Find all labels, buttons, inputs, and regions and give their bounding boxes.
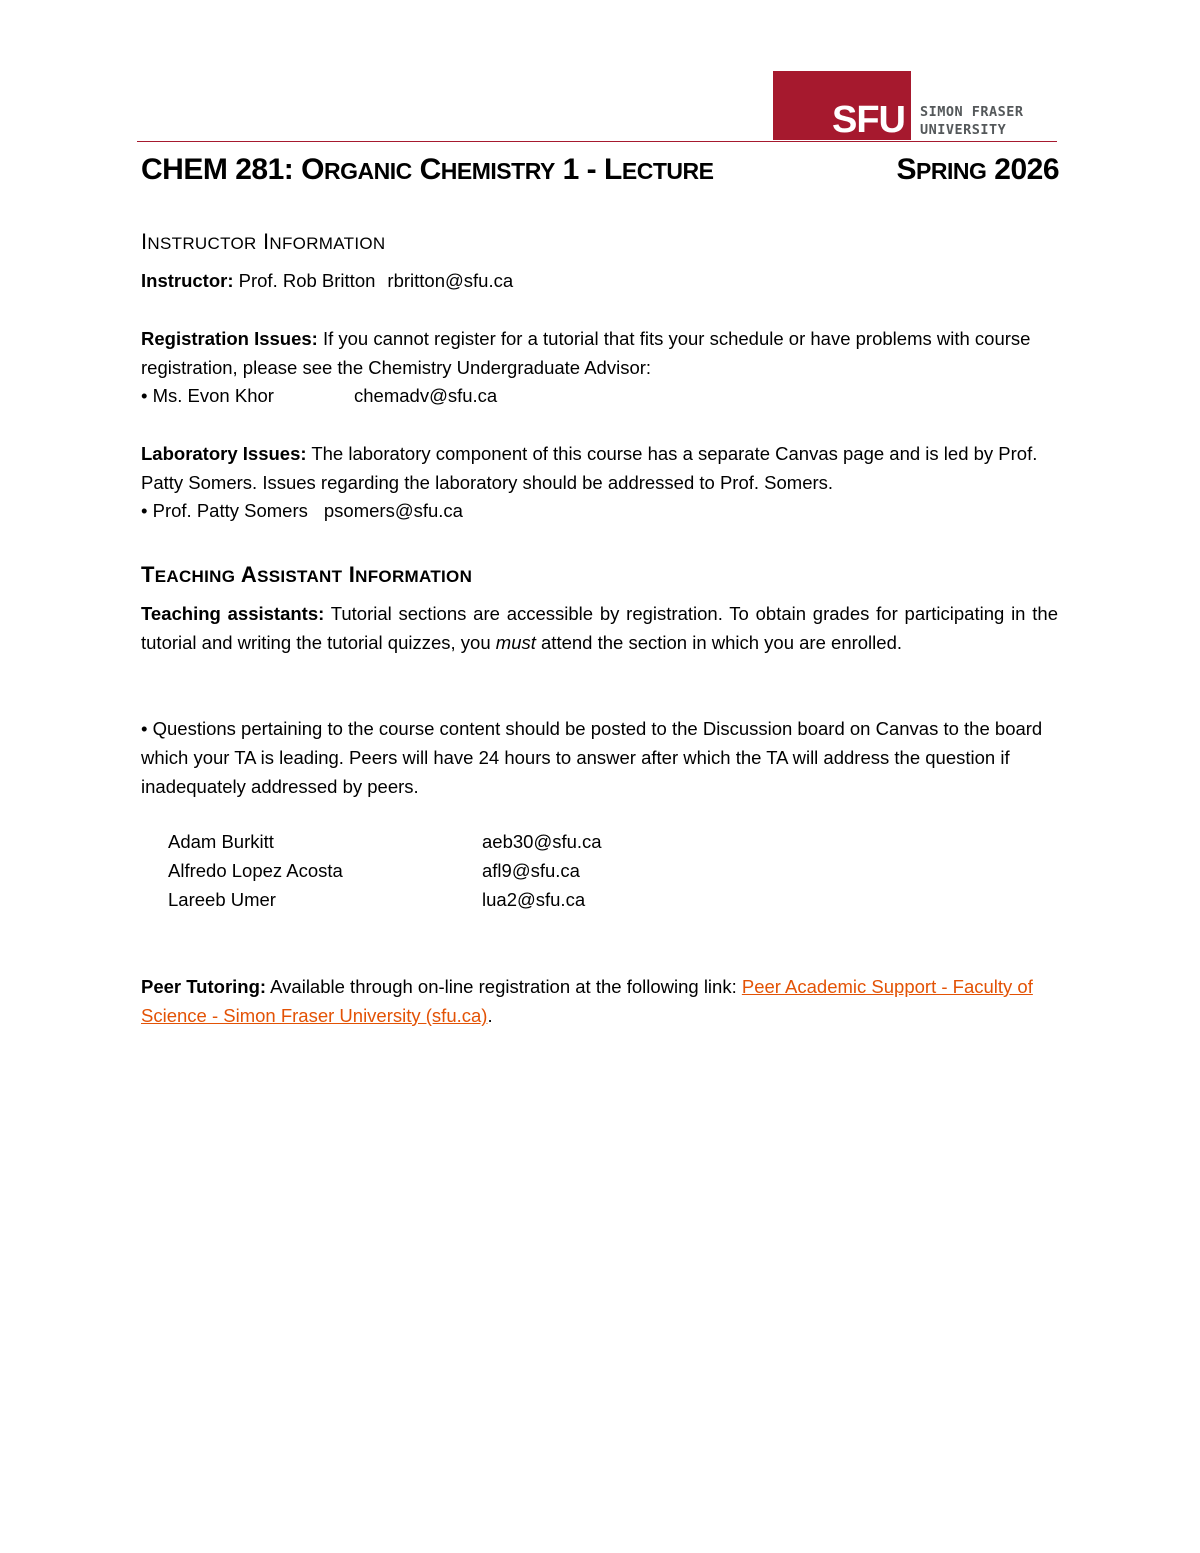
ta-name: Lareeb Umer xyxy=(168,889,276,910)
advisor-name: • Ms. Evon Khor xyxy=(141,385,274,406)
ta-text-before: Tutorial sections are accessible by registration. To obtain grades for participating in the tutorial and writing the tutorial quizzes, you xyxy=(141,603,1058,653)
course-title-row xyxy=(141,150,1059,190)
instructor-label: Instructor: xyxy=(141,270,234,291)
logo-mark: SFU xyxy=(832,99,905,141)
ta-section-heading: TEACHING ASSISTANT INFORMATION xyxy=(141,562,473,587)
ta-text-after: attend the section in which you are enrolled. xyxy=(541,632,902,653)
registration-text: If you cannot register for a tutorial that fits your schedule or have problems with course registration, please see the Chemistry Undergraduate Advisor: xyxy=(141,328,1031,378)
lab-contact-line xyxy=(141,497,463,525)
lab-contact-email: psomers@sfu.ca xyxy=(323,500,463,521)
logo-university-name xyxy=(920,103,1024,139)
instructor-line xyxy=(141,267,513,295)
laboratory-text: The laboratory component of this course has a separate Canvas page and is led by Prof. Patty Somers. Issues regarding the laboratory should be addressed to Prof. Somers. xyxy=(141,443,1038,493)
course-term: SPRING 2026 xyxy=(896,153,1059,186)
ta-name: Adam Burkitt xyxy=(168,831,274,852)
ta-text-emphasis: must xyxy=(495,632,536,653)
ta-email: aeb30@sfu.ca xyxy=(482,831,602,852)
advisor-email-cell xyxy=(354,382,497,410)
instructor-section-heading: INSTRUCTOR INFORMATION xyxy=(141,229,386,254)
logo-name-line2: UNIVERSITY xyxy=(920,122,1007,138)
peer-academic-support-link[interactable]: Peer Academic Support - Faculty of Science - Simon Fraser University (sfu.ca) xyxy=(141,976,1033,1026)
header-divider xyxy=(137,141,1057,142)
laboratory-label: Laboratory Issues: xyxy=(141,443,307,464)
questions-text: • Questions pertaining to the course content should be posted to the Discussion board on Canvas to the board which your TA is leading. Peers will have 24 hours to answer after which the TA will address the question if inadequately addressed by peers. xyxy=(141,718,1043,797)
ta-email: afl9@sfu.ca xyxy=(482,860,580,881)
peer-tutoring-trailing: . xyxy=(487,1005,493,1026)
logo-name-line1: SIMON FRASER xyxy=(920,104,1024,120)
ta-name: Alfredo Lopez Acosta xyxy=(168,860,343,881)
lab-contact-name: • Prof. Patty Somers xyxy=(141,500,308,521)
registration-label: Registration Issues: xyxy=(141,328,318,349)
instructor-email: rbritton@sfu.ca xyxy=(387,270,514,291)
course-title: CHEM 281: ORGANIC CHEMISTRY 1 - LECTURE xyxy=(141,153,714,186)
ta-paragraph xyxy=(141,599,1058,657)
sfu-logo xyxy=(773,71,911,140)
questions-paragraph xyxy=(141,714,1058,801)
laboratory-paragraph xyxy=(141,439,1058,497)
instructor-name: Prof. Rob Britton xyxy=(238,270,376,291)
advisor-email: chemadv@sfu.ca xyxy=(354,385,498,406)
advisor-line xyxy=(141,382,274,410)
peer-tutoring-text: Available through on-line registration at the following link: xyxy=(270,976,737,997)
ta-label: Teaching assistants: xyxy=(141,603,325,624)
peer-tutoring-paragraph xyxy=(141,972,1058,1030)
ta-email: lua2@sfu.ca xyxy=(482,889,586,910)
registration-paragraph xyxy=(141,324,1058,382)
peer-tutoring-label: Peer Tutoring: xyxy=(141,976,267,997)
